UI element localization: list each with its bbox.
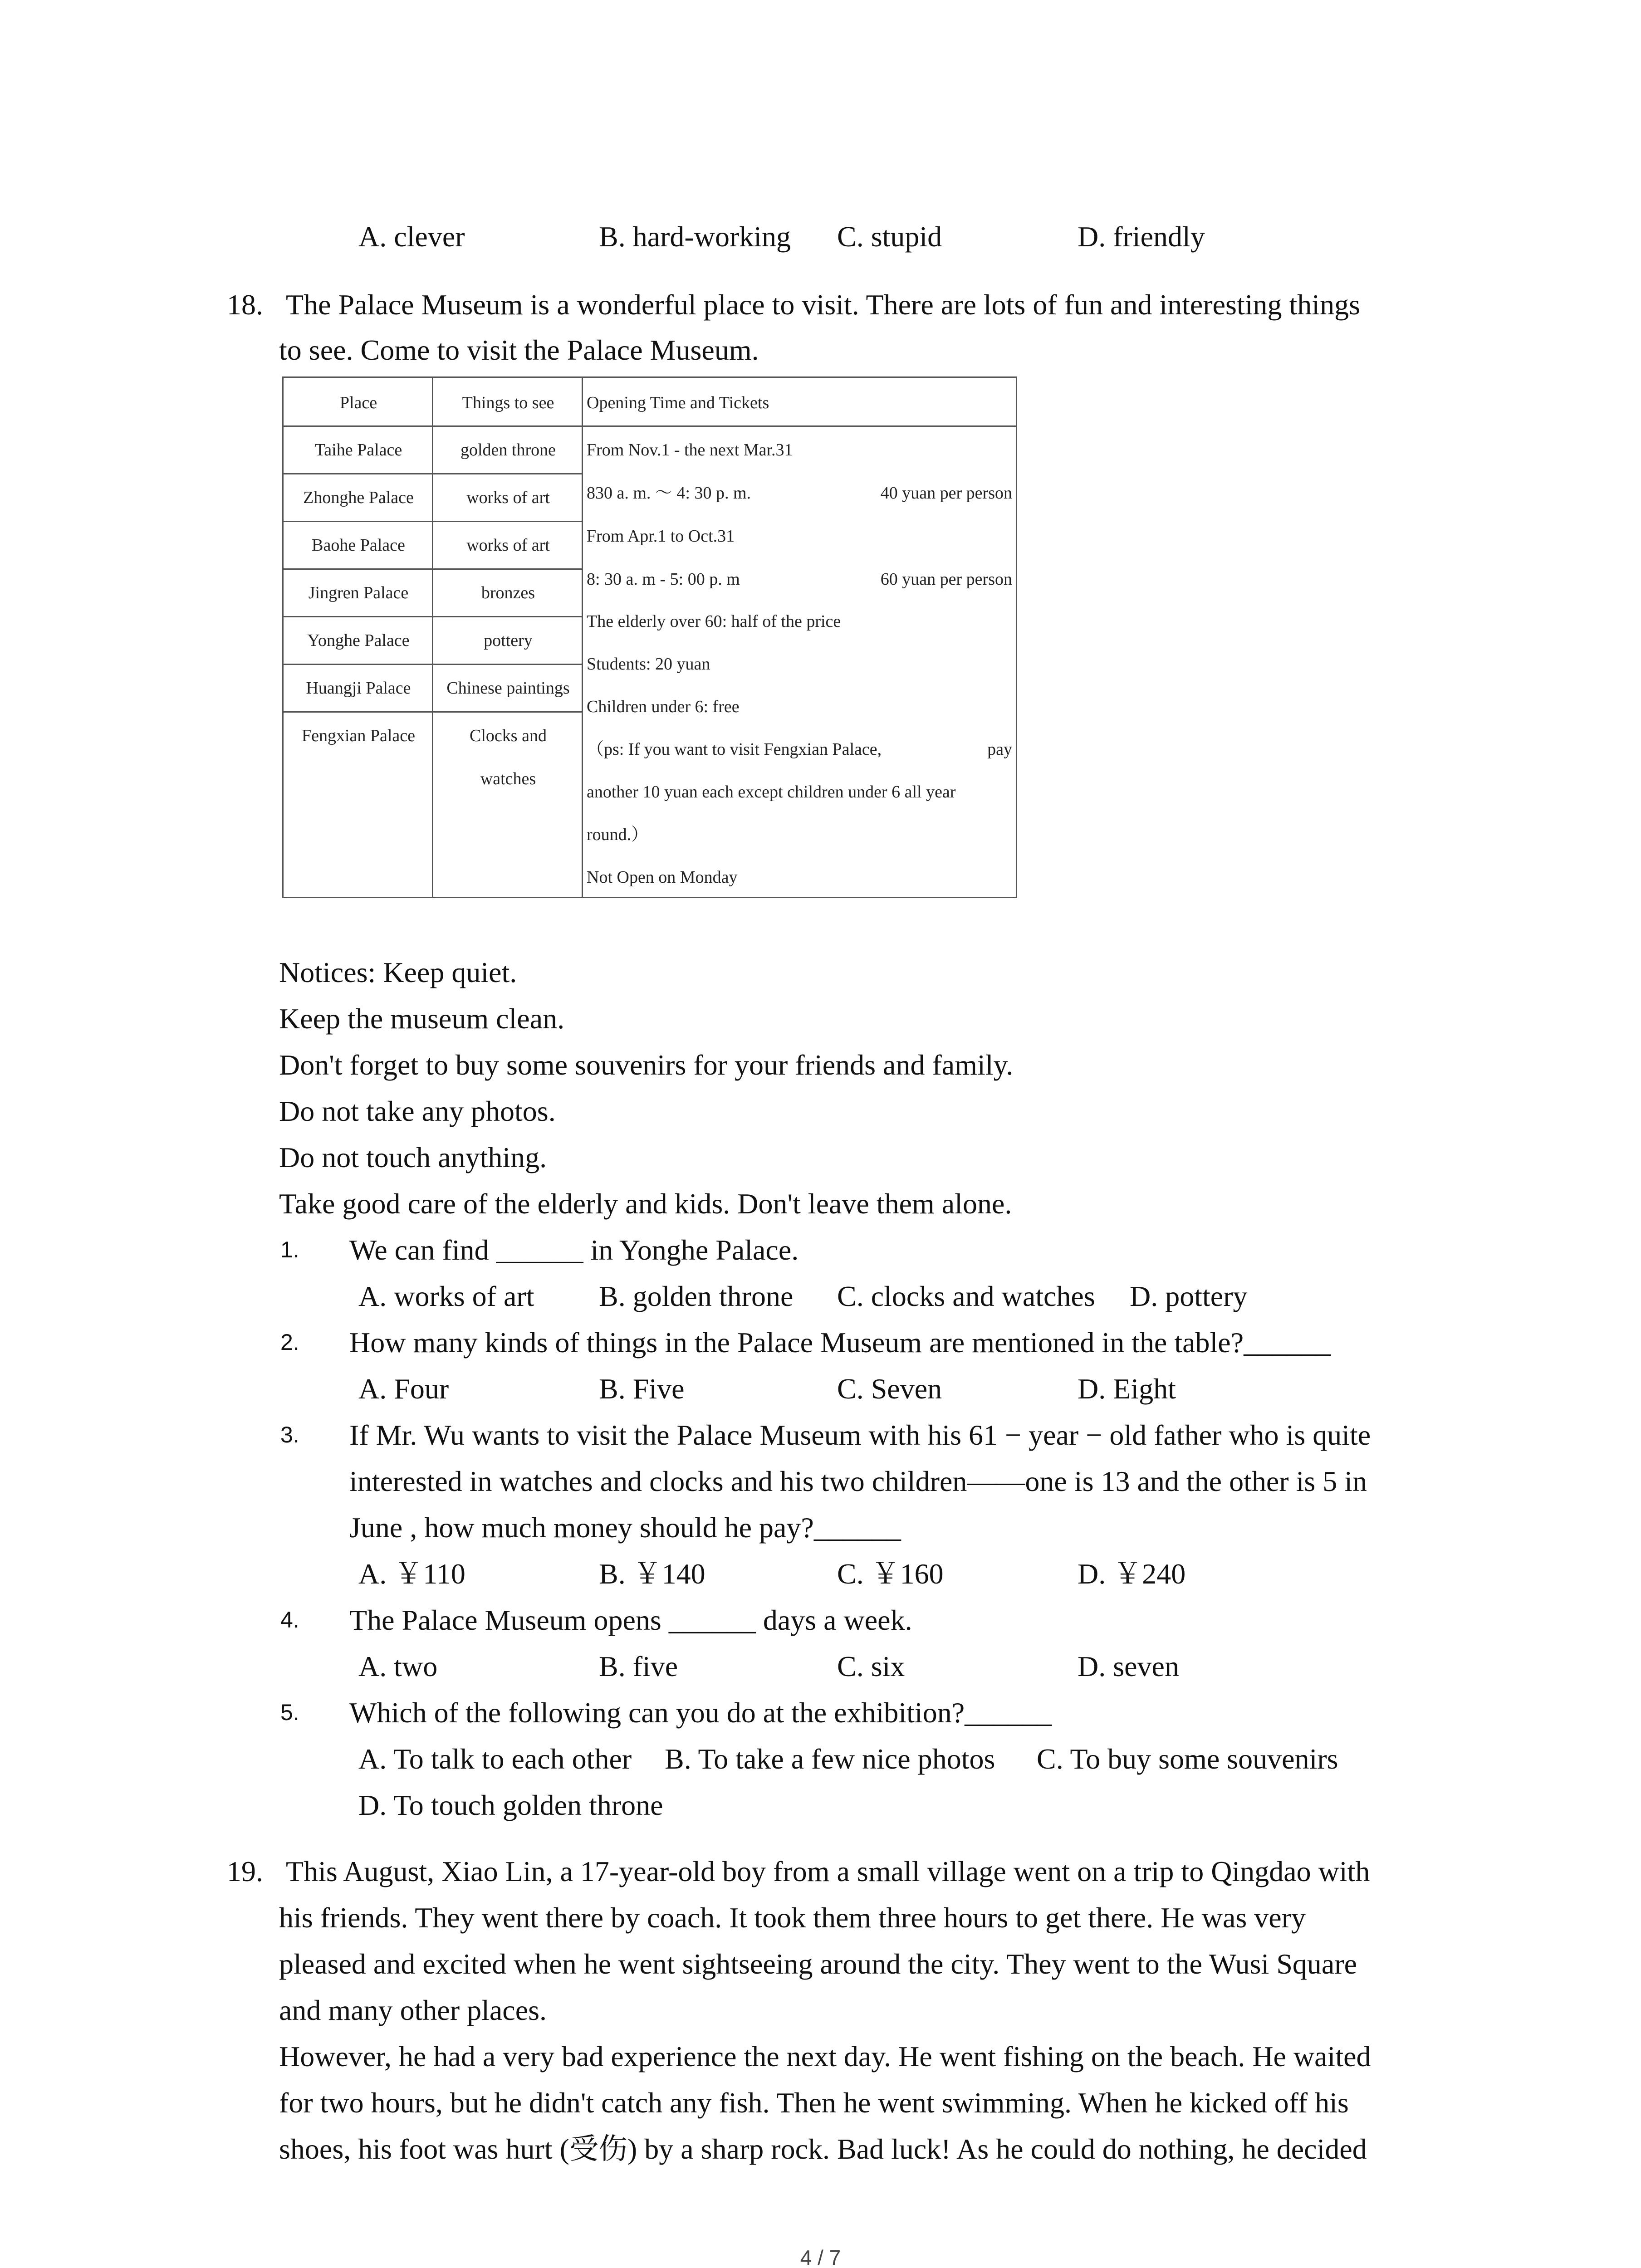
subq2-option-a: A. Four xyxy=(358,1373,449,1405)
subq-text: Which of the following can you do at the exhibition?______ xyxy=(349,1696,1052,1729)
q18-intro-line-2: to see. Come to visit the Palace Museum. xyxy=(279,334,759,366)
notice-line: Keep the museum clean. xyxy=(279,1002,565,1035)
table-header-place: Place xyxy=(339,393,377,412)
subq4-option-c: C. six xyxy=(837,1650,905,1682)
subq4-option-a: A. two xyxy=(358,1650,438,1682)
subq5-option-b: B. To take a few nice photos xyxy=(665,1743,995,1775)
ticket-info-line: From Apr.1 to Oct.31 xyxy=(587,527,735,546)
subq-text: If Mr. Wu wants to visit the Palace Museum with his 61 − year − old father who is quite xyxy=(349,1419,1371,1451)
ticket-info-line: （ps: If you want to visit Fengxian Palace, xyxy=(587,740,882,759)
ticket-info-line: Children under 6: free xyxy=(587,697,740,716)
table-row-thing: pottery xyxy=(484,631,533,650)
subq3-option-c: C. ￥160 xyxy=(837,1558,944,1590)
subq-text: We can find ______ in Yonghe Palace. xyxy=(349,1234,799,1266)
subq1-option-b: B. golden throne xyxy=(599,1280,794,1312)
table-row-place: Fengxian Palace xyxy=(301,726,416,745)
ticket-info-line: The elderly over 60: half of the price xyxy=(587,612,841,631)
ticket-info-line: From Nov.1 - the next Mar.31 xyxy=(587,440,793,459)
subq3-option-a: A. ￥110 xyxy=(358,1558,465,1590)
ticket-info-line-end: pay xyxy=(987,740,1012,759)
q19-line: for two hours, but he didn't catch any fish. Then he went swimming. When he kicked off his xyxy=(279,2087,1349,2119)
notice-line: Do not take any photos. xyxy=(279,1095,556,1127)
q19-line: This August, Xiao Lin, a 17-year-old boy from a small village went on a trip to Qingdao with xyxy=(286,1855,1370,1887)
subq1-option-a: A. works of art xyxy=(358,1280,534,1312)
q17-option-d: D. friendly xyxy=(1078,220,1205,253)
notice-line: Take good care of the elderly and kids. Don't leave them alone. xyxy=(279,1188,1012,1220)
table-row-place: Huangji Palace xyxy=(306,679,411,698)
subq5-option-c: C. To buy some souvenirs xyxy=(1037,1743,1338,1775)
table-row-place: Taihe Palace xyxy=(314,440,402,459)
subq-text: The Palace Museum opens ______ days a week. xyxy=(349,1604,912,1636)
ticket-info-line: Not Open on Monday xyxy=(587,868,738,887)
subq-number: 1. xyxy=(280,1237,299,1262)
q19-line: and many other places. xyxy=(279,1994,547,2026)
q19-line: However, he had a very bad experience the next day. He went fishing on the beach. He waited xyxy=(279,2040,1371,2072)
subq-text: June , how much money should he pay?______ xyxy=(349,1511,901,1544)
q18-number: 18. xyxy=(227,288,263,321)
subq5-option-d: D. To touch golden throne xyxy=(358,1789,663,1821)
table-row-thing: Clocks and xyxy=(470,726,547,745)
table-row-place: Baohe Palace xyxy=(312,536,405,555)
table-row-thing: bronzes xyxy=(481,583,535,602)
page-number: 4 / 7 xyxy=(800,2246,841,2268)
q18-intro-line-1: The Palace Museum is a wonderful place to visit. There are lots of fun and interesting things xyxy=(286,288,1360,321)
subq4-option-b: B. five xyxy=(599,1650,678,1682)
subq1-option-d: D. pottery xyxy=(1130,1280,1248,1312)
subq4-option-d: D. seven xyxy=(1078,1650,1179,1682)
q19-number: 19. xyxy=(227,1855,263,1887)
table-row-place: Jingren Palace xyxy=(308,583,409,602)
q17-option-b: B. hard-working xyxy=(599,220,791,253)
q19-line: pleased and excited when he went sightseeing around the city. They went to the Wusi Square xyxy=(279,1948,1357,1980)
subq-text: How many kinds of things in the Palace Museum are mentioned in the table?______ xyxy=(349,1326,1331,1359)
ticket-price: 40 yuan per person xyxy=(880,484,1012,503)
subq5-option-a: A. To talk to each other xyxy=(358,1743,632,1775)
subq3-option-b: B. ￥140 xyxy=(599,1558,705,1590)
subq2-option-b: B. Five xyxy=(599,1373,685,1405)
table-row-place: Yonghe Palace xyxy=(307,631,410,650)
notice-line: Do not touch anything. xyxy=(279,1141,547,1173)
museum-table xyxy=(282,376,1017,898)
subq1-option-c: C. clocks and watches xyxy=(837,1280,1095,1312)
q19-line: shoes, his foot was hurt (受伤) by a sharp rock. Bad luck! As he could do nothing, he decided xyxy=(279,2133,1367,2165)
table-header-opening: Opening Time and Tickets xyxy=(587,393,769,412)
subq-text: interested in watches and clocks and his two children——one is 13 and the other is 5 in xyxy=(349,1465,1367,1497)
ticket-price: 60 yuan per person xyxy=(880,570,1012,589)
notice-line: Notices: Keep quiet. xyxy=(279,956,517,988)
ticket-info-line: round.） xyxy=(587,825,649,844)
subq2-option-c: C. Seven xyxy=(837,1373,942,1405)
subq-number: 5. xyxy=(280,1700,299,1725)
table-row-thing: golden throne xyxy=(460,440,556,459)
subq-number: 3. xyxy=(280,1422,299,1447)
q17-option-c: C. stupid xyxy=(837,220,942,253)
subq3-option-d: D. ￥240 xyxy=(1078,1558,1186,1590)
ticket-info-line: Students: 20 yuan xyxy=(587,655,710,674)
q19-line: his friends. They went there by coach. It took them three hours to get there. He was very xyxy=(279,1901,1306,1934)
ticket-info-line: another 10 yuan each except children under 6 all year xyxy=(587,782,956,802)
subq2-option-d: D. Eight xyxy=(1078,1373,1176,1405)
q17-option-a: A. clever xyxy=(358,220,465,253)
subq-number: 2. xyxy=(280,1330,299,1355)
notice-line: Don't forget to buy some souvenirs for your friends and family. xyxy=(279,1049,1014,1081)
table-row-thing: works of art xyxy=(466,488,550,507)
table-row-thing: Chinese paintings xyxy=(446,679,570,698)
ticket-info-line: 830 a. m. ～ 4: 30 p. m. xyxy=(587,484,751,503)
ticket-info-line: 8: 30 a. m - 5: 00 p. m xyxy=(587,570,740,589)
table-row-place: Zhonghe Palace xyxy=(303,488,414,507)
table-row-thing-cont: watches xyxy=(480,769,536,788)
subq-number: 4. xyxy=(280,1607,299,1633)
table-header-things: Things to see xyxy=(462,393,554,412)
table-row-thing: works of art xyxy=(466,536,550,555)
